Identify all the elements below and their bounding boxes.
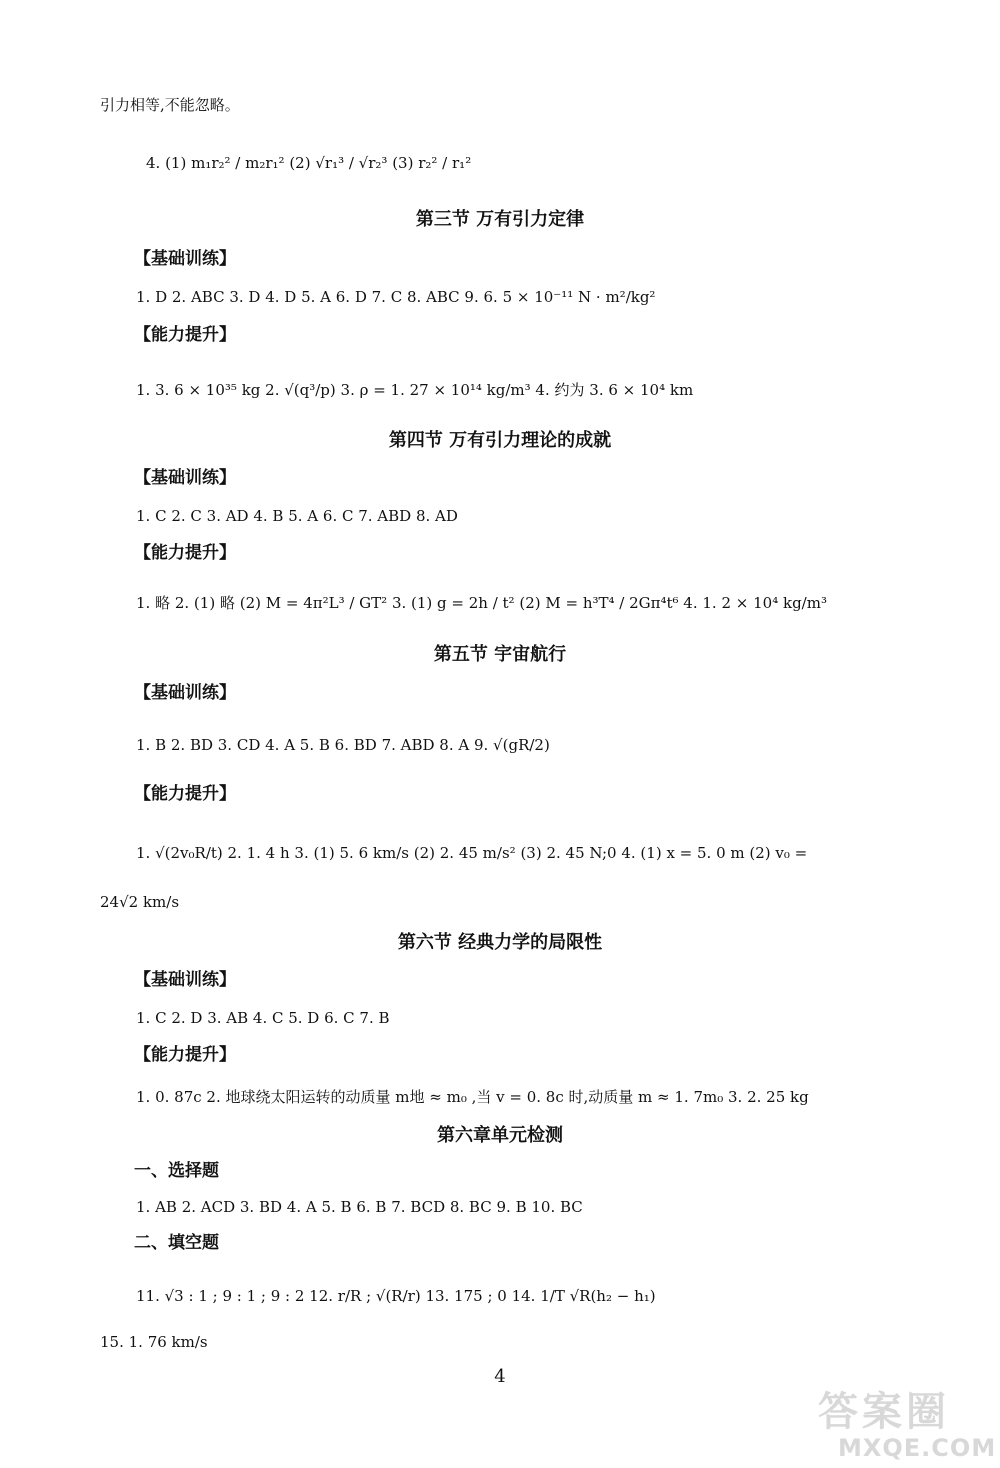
subsection-heading: 【基础训练】 xyxy=(134,468,236,488)
page-number: 4 xyxy=(494,1366,506,1387)
answer-line: 1. AB 2. ACD 3. BD 4. A 5. B 6. B 7. BCD 8. BC 9. B 10. BC xyxy=(136,1198,583,1216)
answer-line: 4. (1) m₁r₂² / m₂r₁² (2) √r₁³ / √r₂³ (3) r₂² / r₁² xyxy=(146,154,472,172)
watermark-url: MXQE.COM xyxy=(838,1434,997,1462)
section-title: 第四节 万有引力理论的成就 xyxy=(388,430,612,451)
answer-line: 24√2 km/s xyxy=(100,893,180,911)
answer-line: 1. 0. 87c 2. 地球绕太阳运转的动质量 m地 ≈ m₀ ,当 v = 0. 8c 时,动质量 m ≈ 1. 7m₀ 3. 2. 25 kg xyxy=(136,1088,809,1106)
answer-line: 11. √3 : 1 ; 9 : 1 ; 9 : 2 12. r/R ; √(R/r) 13. 175 ; 0 14. 1/T √R(h₂ − h₁) xyxy=(136,1287,656,1305)
answer-line: 1. 3. 6 × 10³⁵ kg 2. √(q³/p) 3. ρ = 1. 27 × 10¹⁴ kg/m³ 4. 约为 3. 6 × 10⁴ km xyxy=(136,381,694,399)
subsection-heading: 【能力提升】 xyxy=(134,784,236,804)
answer-line: 1. B 2. BD 3. CD 4. A 5. B 6. BD 7. ABD 8. A 9. √(gR/2) xyxy=(136,736,550,754)
answer-line: 1. D 2. ABC 3. D 4. D 5. A 6. D 7. C 8. ABC 9. 6. 5 × 10⁻¹¹ N · m²/kg² xyxy=(136,288,656,306)
answer-line: 1. 略 2. (1) 略 (2) M = 4π²L³ / GT² 3. (1) g = 2h / t² (2) M = h³T⁴ / 2Gπ⁴t⁶ 4. 1. 2 × 10⁴ kg/m³ xyxy=(136,594,827,612)
answer-line: 15. 1. 76 km/s xyxy=(100,1333,208,1351)
section-title: 第六章单元检测 xyxy=(437,1125,563,1146)
subsection-heading: 【能力提升】 xyxy=(134,325,236,345)
section-title: 第三节 万有引力定律 xyxy=(415,209,585,230)
subsection-heading: 【基础训练】 xyxy=(134,683,236,703)
section-title: 第六节 经典力学的局限性 xyxy=(397,932,603,953)
answer-line: 1. C 2. D 3. AB 4. C 5. D 6. C 7. B xyxy=(136,1009,390,1027)
watermark-logo: 答案圈 xyxy=(818,1389,950,1435)
subsection-heading: 【能力提升】 xyxy=(134,543,236,563)
section-title: 第五节 宇宙航行 xyxy=(433,644,567,665)
answer-line: 1. √(2v₀R/t) 2. 1. 4 h 3. (1) 5. 6 km/s (2) 2. 45 m/s² (3) 2. 45 N;0 4. (1) x = 5. 0 m (2) v₀ = xyxy=(136,844,808,862)
answer-line: 引力相等,不能忽略。 xyxy=(100,96,240,114)
answer-line: 1. C 2. C 3. AD 4. B 5. A 6. C 7. ABD 8. AD xyxy=(136,507,458,525)
subsection-heading: 一、选择题 xyxy=(134,1161,219,1181)
subsection-heading: 【能力提升】 xyxy=(134,1045,236,1065)
subsection-heading: 【基础训练】 xyxy=(134,970,236,990)
subsection-heading: 【基础训练】 xyxy=(134,249,236,269)
subsection-heading: 二、填空题 xyxy=(134,1233,219,1253)
